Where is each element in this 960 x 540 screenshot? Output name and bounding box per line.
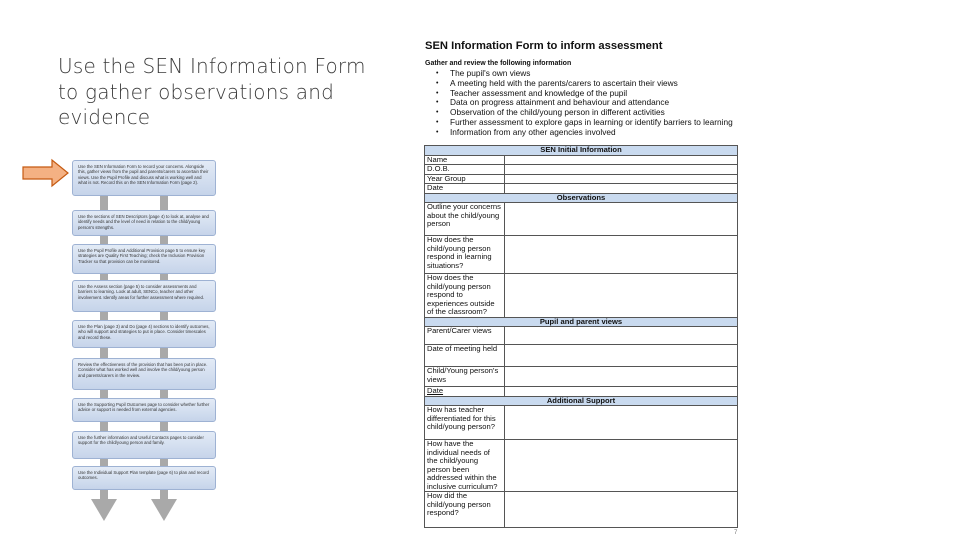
outside-response-field[interactable]	[505, 274, 738, 318]
parent-views-field[interactable]	[505, 327, 738, 345]
row-label: Date	[427, 386, 444, 395]
row-label: Parent/Carer views	[425, 327, 505, 345]
gather-heading: Gather and review the following information	[425, 60, 572, 67]
row-label: Outline your concerns about the child/young person	[425, 203, 505, 236]
list-item: • Data on progress attainment and behaviour and attendance	[436, 98, 733, 108]
row-label: D.O.B.	[425, 165, 505, 175]
section-header: SEN Initial Information	[425, 146, 738, 156]
list-item: • A meeting held with the parents/carers to ascertain their views	[436, 79, 733, 89]
learning-response-field[interactable]	[505, 236, 738, 274]
flow-step: Use the Assess section (page 5) to consider assessments and barriers to learning. Look at adult, SENCo, teacher and other involvement. Identify areas for further assessment where required.	[72, 280, 216, 312]
row-label: Date	[425, 184, 505, 194]
flow-step: Use the Plan (page 3) and Do (page 4) sections to identify outcomes, who will support and strategies to put in place. Consider timescales and record these.	[72, 320, 216, 348]
date-field[interactable]	[505, 184, 738, 194]
right-arrow-icon	[22, 158, 70, 188]
section-header: Observations	[425, 193, 738, 203]
row-label: How has teacher differentiated for this child/young person?	[425, 406, 505, 440]
response-field[interactable]	[505, 492, 738, 528]
child-views-field[interactable]	[505, 367, 738, 387]
slide-title: Use the SEN Information Form to gather observations and evidence	[58, 54, 366, 129]
list-item: • Observation of the child/young person in different activities	[436, 108, 733, 118]
concerns-field[interactable]	[505, 203, 738, 236]
section-header: Additional Support	[425, 396, 738, 406]
row-label: Date of meeting held	[425, 345, 505, 367]
form-title: SEN Information Form to inform assessment	[425, 40, 663, 52]
dob-field[interactable]	[505, 165, 738, 175]
list-item: • Further assessment to explore gaps in learning or identify barriers to learning	[436, 118, 733, 128]
list-item: • The pupil's own views	[436, 69, 733, 79]
flow-step: Use the Individual Support Plan template (page 6) to plan and record outcomes.	[72, 466, 216, 490]
list-item: • Teacher assessment and knowledge of the pupil	[436, 89, 733, 99]
year-group-field[interactable]	[505, 174, 738, 184]
flow-step: Use the Supporting Pupil Outcomes page to consider whether further advice or support is needed from external agencies.	[72, 398, 216, 422]
process-flowchart	[66, 155, 236, 525]
name-field[interactable]	[505, 155, 738, 165]
flow-step: Use the SEN Information Form to record your concerns. Alongside this, gather views from the pupil and parents/carers to ascertain their views. Use the Pupil Profile and discuss what is working well and what is not. Record this on the SEN Information Form (page 2).	[72, 160, 216, 196]
page-number: 7	[734, 530, 738, 536]
sen-information-table	[424, 145, 738, 528]
down-arrow-icon	[91, 499, 117, 521]
row-label: How does the child/young person respond to experiences outside of the classroom?	[425, 274, 505, 318]
meeting-date-field[interactable]	[505, 345, 738, 367]
individual-needs-field[interactable]	[505, 440, 738, 492]
row-label: Year Group	[425, 174, 505, 184]
flow-step: Use the sections of SEN Descriptors (page 4) to look at, analyse and identify needs and the level of need in relation to the child/young person's strengths.	[72, 210, 216, 236]
row-label: How have the individual needs of the child/young person been addressed within the inclusive curriculum?	[425, 440, 505, 492]
flow-step: Use the Pupil Profile and Additional Provision page 5 to ensure key strategies are Quality First Teaching; check the Inclusion Provision Tracker so that provision can be monitored.	[72, 244, 216, 274]
flow-step: Review the effectiveness of the provision that has been put in place. Consider what has worked well and involve the child/young person and parents/carers in the review.	[72, 358, 216, 390]
child-views-date-field[interactable]	[505, 387, 738, 397]
down-arrow-icon	[151, 499, 177, 521]
row-label: Child/Young person's views	[425, 367, 505, 387]
gather-list	[436, 69, 733, 138]
list-item: • Information from any other agencies involved	[436, 128, 733, 138]
row-label: How did the child/young person respond?	[425, 492, 505, 528]
flow-step: Use the further information and Useful Contacts pages to consider support for the child/young person and family.	[72, 431, 216, 459]
row-label: Name	[425, 155, 505, 165]
section-header: Pupil and parent views	[425, 317, 738, 327]
differentiation-field[interactable]	[505, 406, 738, 440]
row-label: How does the child/young person respond in learning situations?	[425, 236, 505, 274]
